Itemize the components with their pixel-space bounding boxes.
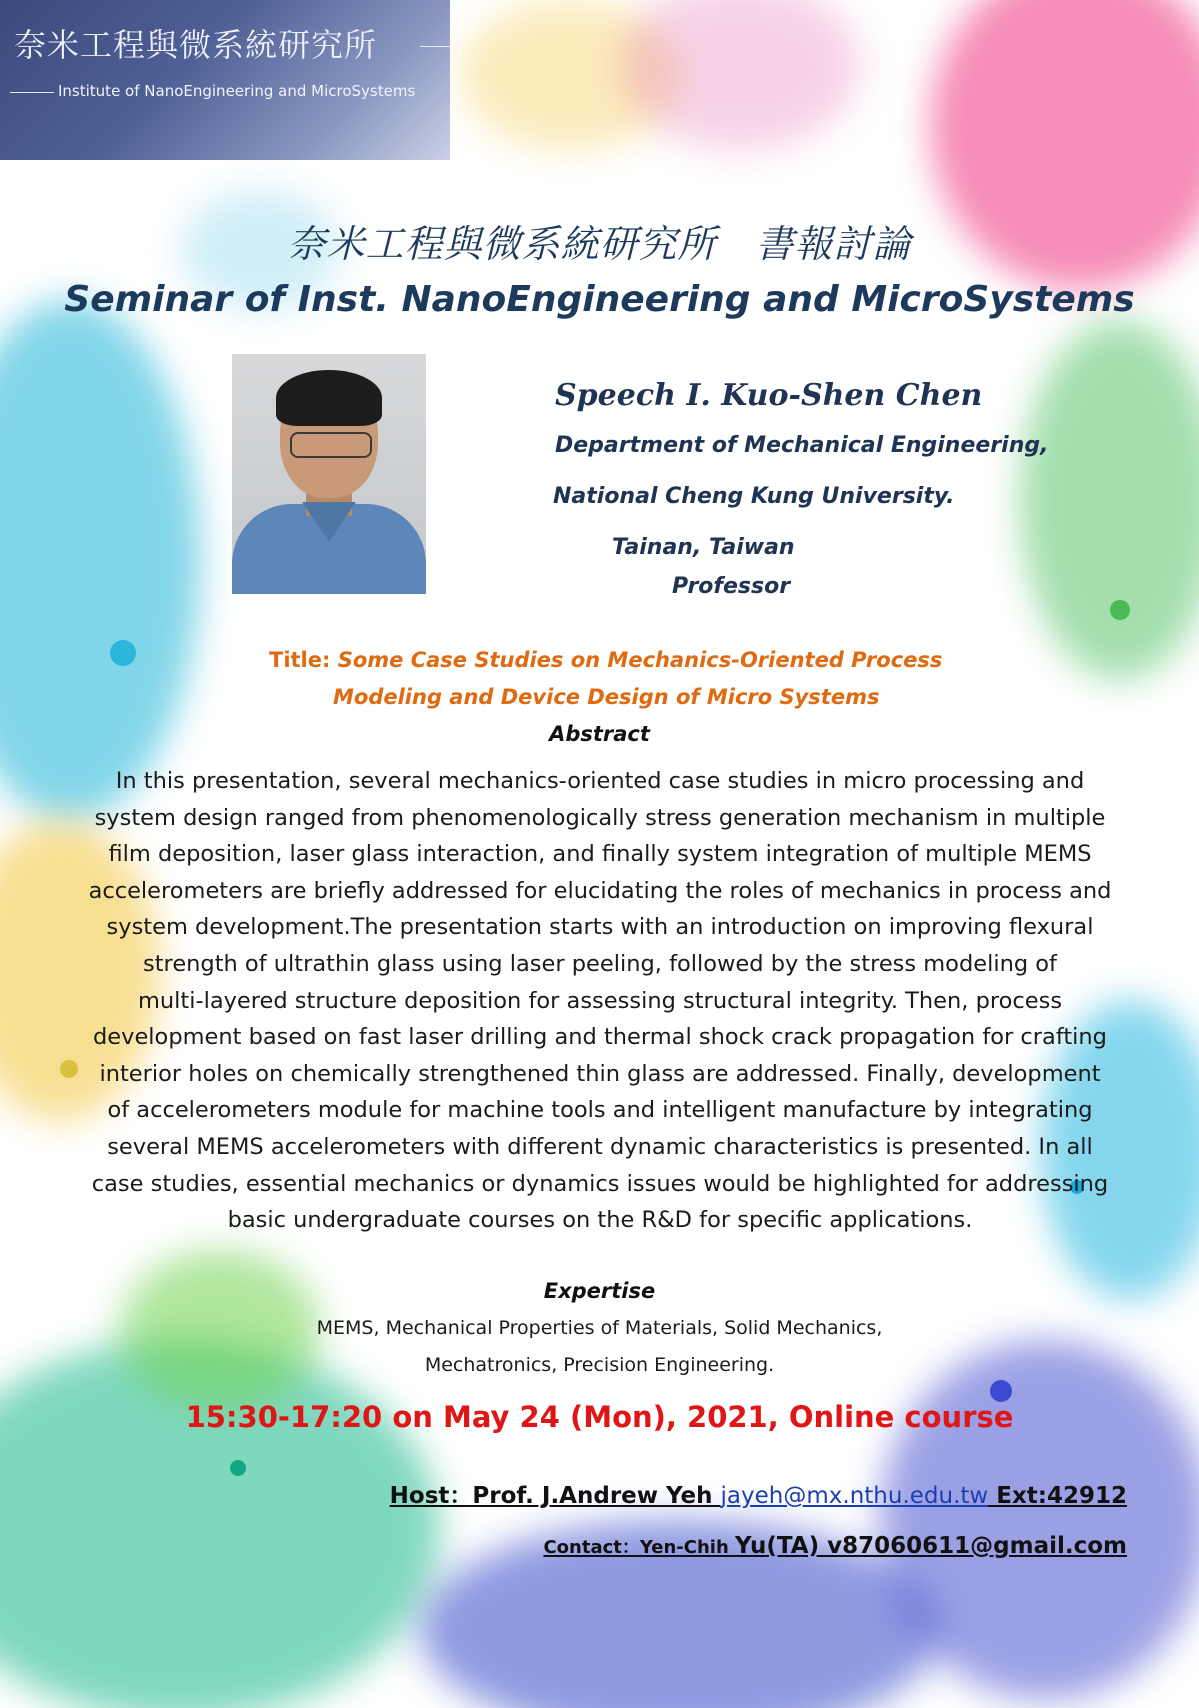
talk-title-line-2: Modeling and Device Design of Micro Systems [333, 685, 880, 709]
seminar-title-english: Seminar of Inst. NanoEngineering and MicroSystems [64, 279, 1135, 320]
host-email-link[interactable]: jayeh@mx.nthu.edu.tw [720, 1483, 989, 1509]
banner-rule [10, 92, 54, 93]
speaker-department: Department of Mechanical Engineering, [555, 433, 1049, 458]
expertise-heading: Expertise [543, 1279, 656, 1303]
speaker-position: Professor [672, 574, 791, 599]
speaker-university: National Cheng Kung University. [553, 484, 955, 509]
host-label: Host：Prof. J.Andrew Yeh [389, 1483, 721, 1509]
banner-title-english: Institute of NanoEngineering and MicroSystems [58, 82, 416, 100]
host-extension: Ext:42912 [988, 1483, 1127, 1509]
expertise-line-1: MEMS, Mechanical Properties of Materials, Solid Mechanics, [316, 1317, 883, 1339]
institute-banner [0, 0, 450, 160]
talk-title-label: Title: [269, 648, 331, 672]
abstract-text: In this presentation, several mechanics-oriented case studies in micro processing and system design ranged from phenomenologically stress generation mechanism in multiple film deposition, laser glass interaction, and finally system integration of multiple MEMS accelerometers are briefly addressed for elucidating the roles of mechanics in process and system development.The presentation starts with an introduction on improving flexural strength of ultrathin glass using laser peeling, followed by the stress modeling of multi-layered structure deposition for assessing structural integrity. Then, process development based on fast laser drilling and thermal shock crack propagation for crafting interior holes on chemically strengthened thin glass are addressed. Finally, development of accelerometers module for machine tools and intelligent manufacture by integrating several MEMS accelerometers with different dynamic characteristics is presented. In all case studies, essential mechanics or dynamics issues would be highlighted for addressing basic undergraduate courses on the R&D for specific applications. [88, 768, 1112, 1234]
speaker-name: Speech I. Kuo-Shen Chen [555, 378, 983, 413]
talk-title-text-1: Some Case Studies on Mechanics-Oriented Process [337, 648, 943, 672]
speaker-location: Tainan, Taiwan [612, 535, 795, 560]
abstract-heading: Abstract [549, 722, 650, 746]
speaker-photo [232, 354, 426, 594]
schedule-text: 15:30-17:20 on May 24 (Mon), 2021, Online course [185, 1400, 1014, 1434]
talk-title-line-1 [269, 648, 942, 672]
banner-title-chinese: 奈米工程與微系統研究所 [14, 26, 378, 64]
banner-rule [420, 46, 450, 47]
contact-label: Contact：Yen-Chih [543, 1537, 736, 1558]
contact-text: Yu(TA) v87060611@gmail.com [735, 1533, 1127, 1559]
contact-info [543, 1533, 1127, 1559]
host-info [390, 1477, 1127, 1510]
expertise-line-2: Mechatronics, Precision Engineering. [424, 1354, 775, 1376]
seminar-title-chinese: 奈米工程與微系統研究所 書報討論 [287, 222, 912, 266]
